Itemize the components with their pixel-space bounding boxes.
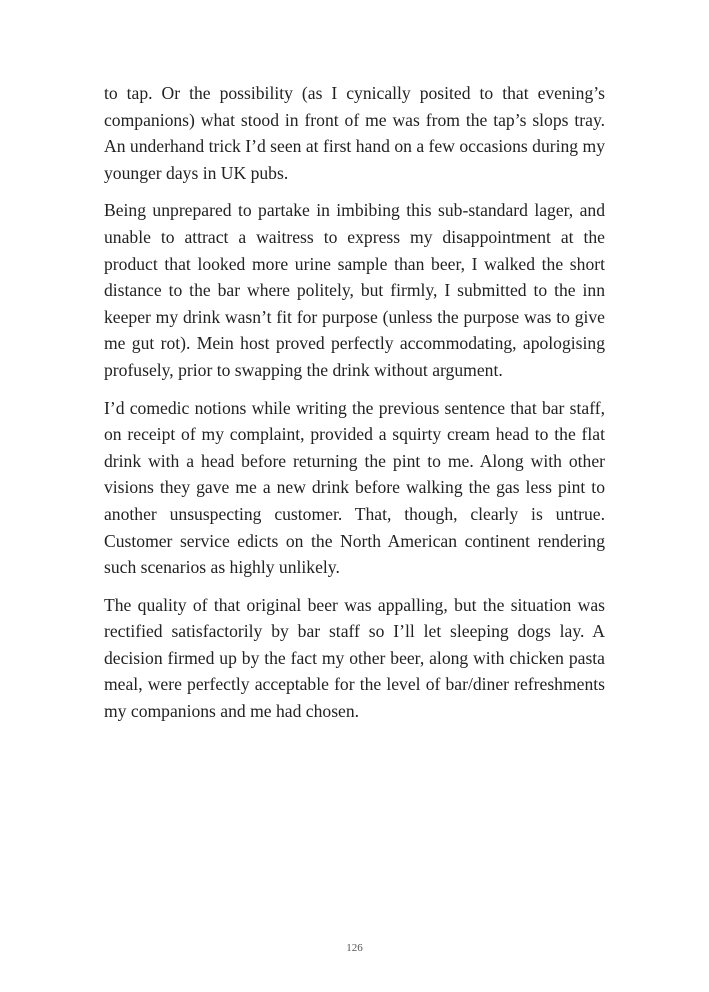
paragraph-2: Being unprepared to partake in imbibing this sub-standard lager, and unable to attract a waitress to express my disappointment at the product that looked more urine sample than beer, I walked the short distance to the bar where politely, but firmly, I submitted to the inn keeper my drink wasn’t fit for purpose (unless the purpose was to give me gut rot). Mein host proved perfectly accommodating, apologising profusely, prior to swapping the drink without argument. xyxy=(104,200,605,380)
paragraph-3: I’d comedic notions while writing the previous sentence that bar staff, on receipt of my complaint, provided a squirty cream head to the flat drink with a head before returning the pint to me. Along with other visions they gave me a new drink before walking the gas less pint to another unsuspecting customer. That, though, clearly is untrue. Customer service edicts on the North American continent rendering such scenarios as highly unlikely. xyxy=(104,397,605,578)
paragraph-1: to tap. Or the possibility (as I cynically posited to that evening’s companions) what stood in front of me was from the tap’s slops tray. An underhand trick I’d seen at first hand on a few occasions during my younger days in UK pubs. xyxy=(104,83,605,183)
paragraph-4: The quality of that original beer was appalling, but the situation was rectified satisfactorily by bar staff so I’ll let sleeping dogs lay. A decision firmed up by the fact my other beer, along with chicken pasta meal, were perfectly acceptable for the level of bar/diner refreshments my companions and me had chosen. xyxy=(104,594,605,722)
body-text xyxy=(104,80,605,736)
page-number: 126 xyxy=(346,942,363,954)
